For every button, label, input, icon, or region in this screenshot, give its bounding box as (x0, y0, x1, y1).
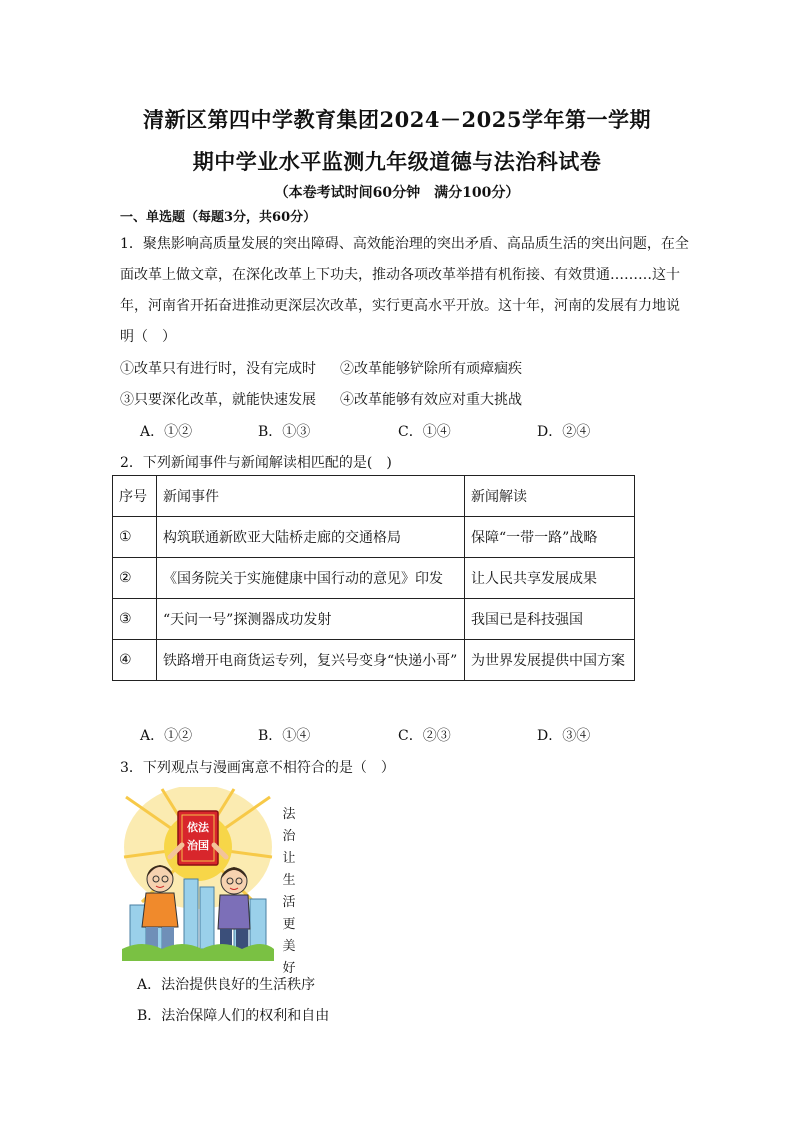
q2-option-d[interactable]: D．③④ (537, 728, 591, 744)
q3-option-b[interactable]: B．法治保障人们的权利和自由 (137, 1008, 330, 1024)
table-header-cell: 新闻事件 (157, 476, 465, 517)
q1-statement-2: ②改革能够铲除所有顽瘴痼疾 (340, 361, 522, 377)
caption-char: 法 (282, 807, 296, 822)
q2-option-c[interactable]: C．②③ (398, 728, 451, 744)
q1-statement-4: ④改革能够有效应对重大挑战 (340, 392, 522, 408)
q2-stem: 2．下列新闻事件与新闻解读相匹配的是( ) (120, 455, 392, 471)
q2-option-b[interactable]: B．①④ (258, 728, 311, 744)
q3-option-a[interactable]: A．法治提供良好的生活秩序 (137, 977, 316, 993)
caption-char: 让 (282, 851, 296, 866)
table-cell: 《国务院关于实施健康中国行动的意见》印发 (157, 558, 465, 599)
table-cell: 为世界发展提供中国方案 (465, 640, 635, 681)
table-cell: ③ (113, 599, 157, 640)
table-cell: 铁路增开电商货运专列，复兴号变身“快递小哥” (157, 640, 465, 681)
q1-stem-line4: 明（ ） (120, 329, 176, 345)
table-cell: 构筑联通新欧亚大陆桥走廊的交通格局 (157, 517, 465, 558)
book-text-line1: 依法 (187, 821, 209, 834)
q1-option-d[interactable]: D．②④ (537, 424, 591, 440)
q1-option-b[interactable]: B．①③ (258, 424, 311, 440)
table-cell: ④ (113, 640, 157, 681)
table-cell: 让人民共享发展成果 (465, 558, 635, 599)
caption-char: 更 (282, 917, 296, 932)
table-header-cell: 新闻解读 (465, 476, 635, 517)
caption-char: 生 (282, 873, 296, 888)
table-row (113, 558, 635, 599)
caption-char: 治 (282, 829, 296, 844)
exam-title-line2: 期中学业水平监测九年级道德与法治科试卷 (192, 149, 602, 174)
caption-char: 美 (282, 939, 296, 954)
caption-char: 活 (282, 895, 296, 910)
q2-option-a[interactable]: A．①② (140, 728, 193, 744)
table-cell: 我国已是科技强国 (465, 599, 635, 640)
table-cell: 保障“一带一路”战略 (465, 517, 635, 558)
q1-option-c[interactable]: C．①④ (398, 424, 451, 440)
book-text-line2: 治国 (187, 839, 209, 852)
news-table (112, 475, 635, 681)
table-cell: “天问一号”探测器成功发射 (157, 599, 465, 640)
cartoon-caption (282, 804, 296, 980)
q1-stem-line2: 面改革上做文章，在深化改革上下功夫，推动各项改革举措有机衔接、有效贯通………这十 (120, 267, 680, 283)
table-row (113, 599, 635, 640)
exam-info: （本卷考试时间60分钟 满分100分） (274, 185, 520, 201)
table-header-row (113, 476, 635, 517)
q3-stem: 3．下列观点与漫画寓意不相符合的是（ ） (120, 760, 395, 776)
caption-char: 好 (282, 961, 296, 976)
table-row (113, 640, 635, 681)
table-cell: ② (113, 558, 157, 599)
exam-title-line1: 清新区第四中学教育集团2024－2025学年第一学期 (143, 107, 651, 132)
table-row (113, 517, 635, 558)
q1-statement-3: ③只要深化改革，就能快速发展 (120, 392, 316, 408)
q1-statement-1: ①改革只有进行时，没有完成时 (120, 361, 316, 377)
section-heading: 一、单选题（每题3分，共60分） (120, 210, 317, 225)
table-cell: ① (113, 517, 157, 558)
q1-stem-line1: 1．聚焦影响高质量发展的突出障碍、高效能治理的突出矛盾、高品质生活的突出问题，在全 (120, 236, 689, 252)
q1-stem-line3: 年，河南省开拓奋进推动更深层次改革，实行更高水平开放。这十年，河南的发展有力地说 (120, 298, 680, 314)
q1-option-a[interactable]: A．①② (140, 424, 193, 440)
table-header-cell: 序号 (113, 476, 157, 517)
rule-of-law-cartoon (122, 787, 274, 961)
